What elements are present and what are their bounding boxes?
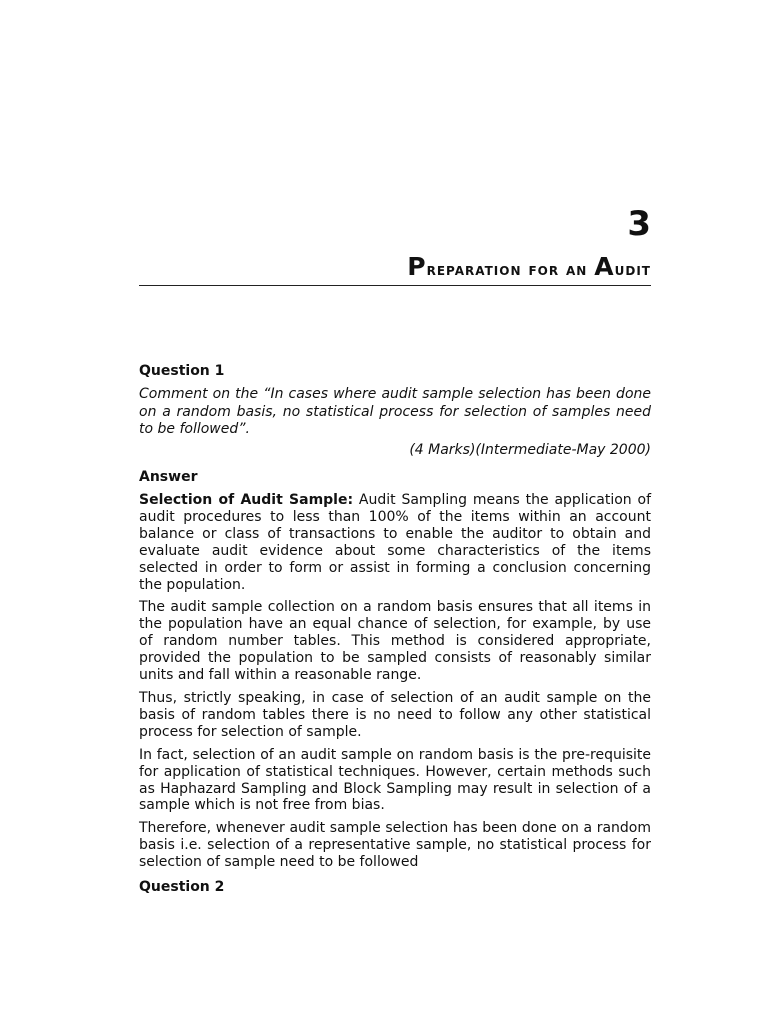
chapter-title-rest: udit [614,260,651,280]
question-2-heading: Question 2 [139,879,225,896]
answer-heading: Answer [139,469,198,485]
chapter-title-initial: P [407,252,427,281]
chapter-title-rule [139,285,651,286]
chapter-title-initial: A [594,252,615,281]
answer-paragraph: Therefore, whenever audit sample selection has been done on a random basis i.e. selection of a representative sample, no statistical process for selection of sample need to be followed [139,820,651,871]
chapter-title-word [528,260,559,280]
chapter-title-word [407,252,522,281]
answer-paragraph: Thus, strictly speaking, in case of selection of an audit sample on the basis of random tables there is no need to follow any other statistical process for selection of sample. [139,689,651,740]
chapter-title-rest: an [566,260,588,280]
chapter-title-rest: reparation [426,260,522,280]
answer-paragraph: The audit sample collection on a random basis ensures that all items in the population have an equal chance of selection, for example, by use of random number tables. This method is considered appropriate, provided the population to be sampled consists of reasonably similar units and fall within a reasonable range. [139,599,651,684]
question-1-heading: Question 1 [139,363,225,379]
question-1-marks: (4 Marks)(Intermediate-May 2000) [409,441,651,458]
chapter-title-word [594,252,651,281]
answer-paragraph-text: Audit Sampling means the application of audit procedures to less than 100% of the items within an account balance or class of transactions to enable the auditor to obtain and evaluate audit evidence about some characteristics of the items selected in order to form or assist in forming a conclusion concerning the population. [139,492,651,593]
chapter-title-word [566,260,587,280]
answer-paragraph-lead: Selection of Audit Sample: [139,492,354,508]
chapter-title-rest: for [528,260,560,280]
answer-paragraph [139,492,651,593]
answer-paragraph: In fact, selection of an audit sample on random basis is the pre-requisite for application of statistical techniques. However, certain methods such as Haphazard Sampling and Block Sampling may result in selection of a sample which is not free from bias. [139,746,651,814]
question-1-text: Comment on the “In cases where audit sample selection has been done on a random basis, no statistical process for selection of samples need to be followed”. [139,386,651,437]
document-body [139,361,651,902]
chapter-title [407,252,651,285]
chapter-number: 3 [627,204,651,244]
